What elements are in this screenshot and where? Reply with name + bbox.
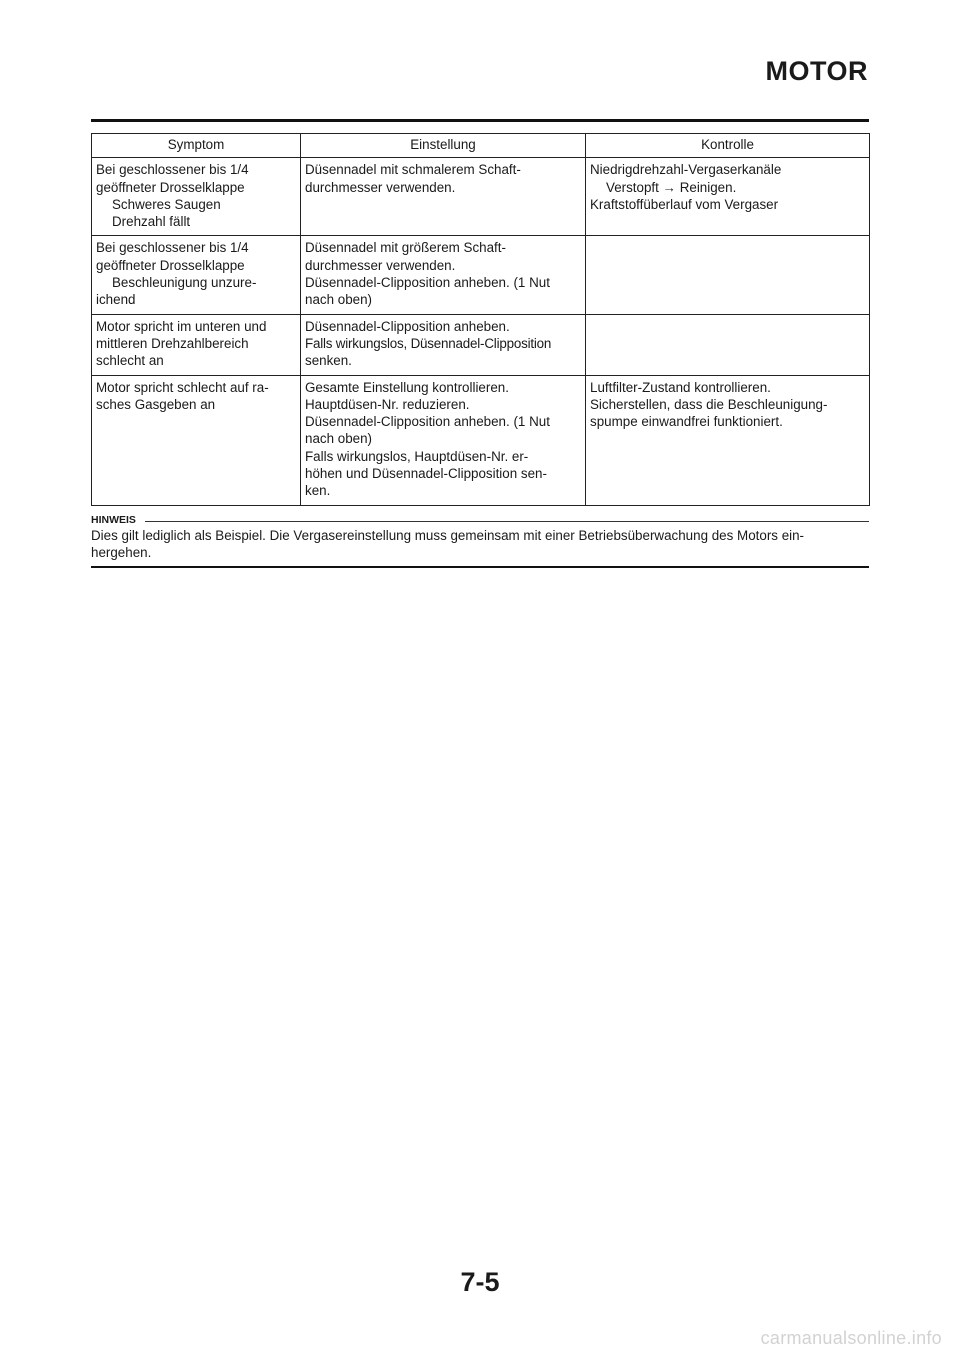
cell-line: höhen und Düsennadel-Clipposition sen-: [305, 466, 547, 482]
cell-line: Düsennadel mit schmalerem Schaft-: [305, 162, 521, 178]
table-row: [92, 375, 870, 505]
note-line: Dies gilt lediglich als Beispiel. Die Vergasereinstellung muss gemeinsam mit einer Betriebsüberwachung des Motors ein-: [91, 528, 805, 543]
cell-line: nach oben): [305, 431, 373, 447]
einstellung-cell: [301, 375, 586, 505]
cell-line: Kraftstoffüberlauf vom Vergaser: [590, 196, 779, 212]
cell-line: Beschleunigung unzure-: [112, 275, 257, 291]
cell-line: durchmesser verwenden.: [305, 257, 456, 273]
kontrolle-cell: [586, 375, 870, 505]
cell-line: Motor spricht schlecht auf ra-: [96, 379, 269, 395]
cell-line: senken.: [305, 353, 352, 369]
table-row: [92, 314, 870, 375]
note-text: [91, 527, 869, 562]
kontrolle-cell: [586, 236, 870, 314]
kontrolle-cell: [586, 158, 870, 236]
column-header-symptom: Symptom: [92, 134, 301, 158]
einstellung-cell: [301, 236, 586, 314]
cell-line: geöffneter Drosselklappe: [96, 257, 245, 273]
watermark: carmanualsonline.info: [760, 1328, 942, 1348]
symptom-cell: [92, 375, 301, 505]
column-header-einstellung: Einstellung: [301, 134, 586, 158]
cell-line: spumpe einwandfrei funktioniert.: [590, 414, 783, 430]
cell-line: Niedrigdrehzahl-Vergaserkanäle: [590, 162, 782, 178]
carburetor-adjustment-table: [91, 133, 870, 506]
symptom-cell: [92, 158, 301, 236]
cell-line: mittleren Drehzahlbereich: [96, 335, 249, 351]
cell-line: Düsennadel-Clipposition anheben.: [305, 318, 510, 334]
cell-line: [590, 179, 865, 196]
cell-line: Falls wirkungslos, Düsennadel-Clipposition: [305, 335, 552, 351]
symptom-cell: [92, 314, 301, 375]
einstellung-cell: [301, 314, 586, 375]
cell-text: Reinigen.: [679, 179, 737, 195]
cell-line: sches Gasgeben an: [96, 396, 216, 412]
cell-line: Schweres Saugen: [112, 196, 221, 212]
note-rule-bottom: [91, 566, 869, 568]
table-row: [92, 158, 870, 236]
cell-line: Düsennadel-Clipposition anheben. (1 Nut: [305, 414, 550, 430]
note-rule-top: [145, 521, 869, 522]
page-title: MOTOR: [765, 56, 868, 86]
note-label: HINWEIS: [91, 514, 140, 526]
cell-line: Sicherstellen, dass die Beschleunigung-: [590, 396, 828, 412]
cell-line: Düsennadel-Clipposition anheben. (1 Nut: [305, 275, 550, 291]
cell-line: Bei geschlossener bis 1/4: [96, 240, 249, 256]
arrow-right-icon: →: [662, 179, 676, 195]
cell-line: Bei geschlossener bis 1/4: [96, 162, 249, 178]
cell-line: Motor spricht im unteren und: [96, 318, 267, 334]
table-row: [92, 236, 870, 314]
note-line: hergehen.: [91, 545, 152, 561]
title-rule: [91, 119, 869, 122]
column-header-kontrolle: Kontrolle: [586, 134, 870, 158]
page-number: 7-5: [460, 1267, 500, 1297]
einstellung-cell: [301, 158, 586, 236]
cell-line: nach oben): [305, 292, 373, 308]
cell-line: geöffneter Drosselklappe: [96, 179, 245, 195]
cell-line: Gesamte Einstellung kontrollieren.: [305, 379, 509, 395]
cell-line: Hauptdüsen-Nr. reduzieren.: [305, 396, 470, 412]
cell-line: schlecht an: [96, 353, 164, 369]
cell-line: ken.: [305, 483, 331, 499]
kontrolle-cell: [586, 314, 870, 375]
cell-line: Düsennadel mit größerem Schaft-: [305, 240, 506, 256]
table-header-row: [92, 134, 870, 158]
cell-line: ichend: [96, 292, 136, 308]
cell-line: Drehzahl fällt: [112, 214, 191, 230]
cell-line: Falls wirkungslos, Hauptdüsen-Nr. er-: [305, 448, 529, 464]
cell-line: Luftfilter-Zustand kontrollieren.: [590, 379, 771, 395]
cell-line: durchmesser verwenden.: [305, 179, 456, 195]
symptom-cell: [92, 236, 301, 314]
cell-text: Verstopft: [606, 179, 659, 195]
